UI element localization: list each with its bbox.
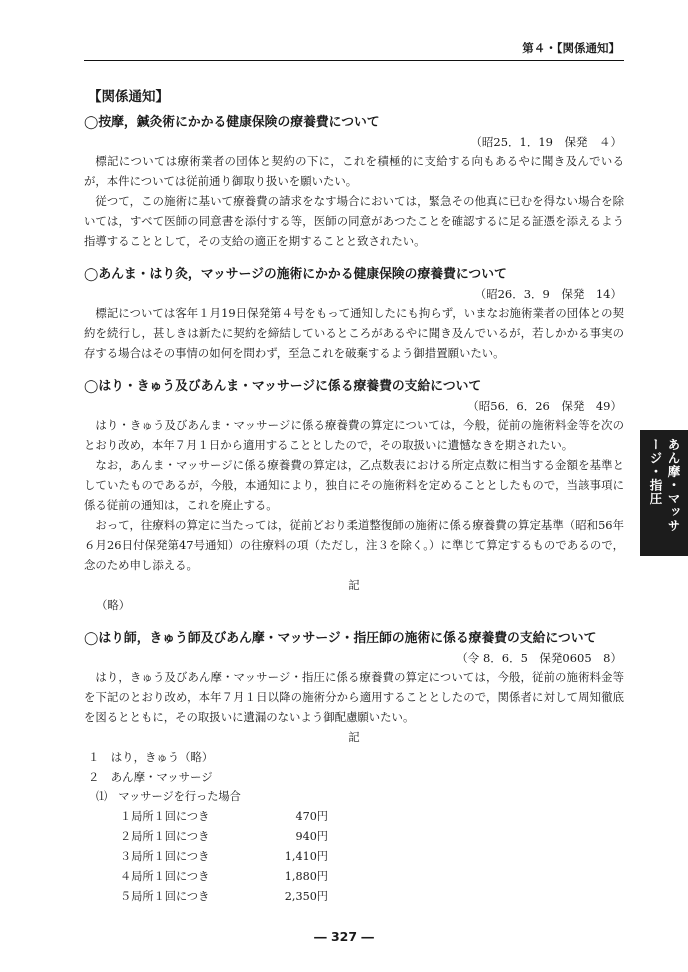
fee-row xyxy=(84,887,624,907)
fee-value: 1,880円 xyxy=(284,870,328,883)
notice-date: （昭56．6．26 保発 49） xyxy=(467,399,622,413)
notice-date: （令 8．6．5 保発0605 8） xyxy=(456,651,622,665)
notice-paragraph: 標記については客年１月19日保発第４号をもって通知したにも拘らず，いまなお施術業者の団体との契約を続行し，甚しきは新たに契約を締結しているところがあるやに聞き及んでいるが，若しかかる事実の存する場合はその事情の如何を問わず，至急これを破棄するよう御措置願いたい。 xyxy=(84,306,624,360)
fee-row xyxy=(84,807,624,827)
ki-marker: 記 xyxy=(348,578,360,592)
fee-label: ５局所１回につき xyxy=(120,890,210,903)
fee-value: 2,350円 xyxy=(284,890,328,903)
sub-item-massage: ⑴ マッサージを行った場合 xyxy=(96,790,241,803)
fee-row xyxy=(84,827,624,847)
side-tab-line-2: ージ・指圧 xyxy=(648,438,663,506)
fee-row xyxy=(84,847,624,867)
page-number: ― 327 ― xyxy=(314,929,374,944)
fee-label: ２局所１回につき xyxy=(120,830,210,843)
fee-value: 940円 xyxy=(295,830,328,843)
notice-paragraph: はり・きゅう及びあんま・マッサージに係る療養費の算定については，今般，従前の施術料金等を次のとおり改め，本年７月１日から適用することとしたので，その取扱いに遺憾なきを期されたい。 xyxy=(84,418,624,452)
document-body xyxy=(84,85,624,921)
fee-value: 470円 xyxy=(295,810,328,823)
notice-1 xyxy=(84,113,624,251)
fee-row xyxy=(84,867,624,887)
fee-label: １局所１回につき xyxy=(120,810,210,823)
notice-paragraph: おって，往療料の算定に当たっては，従前どおり柔道整復師の施術に係る療養費の算定基準（昭和56年６月26日付保発第47号通知）の往療料の項（ただし，注３を除く。）に準じて算定するものであるので，念のため申し添える。 xyxy=(84,518,624,572)
notice-paragraph: はり，きゅう及びあん摩・マッサージ・指圧に係る療養費の算定については，今般，従前の施術料金等を下記のとおり改め，本年７月１日以降の施術分から適用することとしたので，関係者に対して周知徹底を図るとともに，その取扱いに遺漏のないよう御配慮願いたい。 xyxy=(84,670,624,724)
section-label: 【関係通知】 xyxy=(88,89,169,105)
notice-2 xyxy=(84,265,624,363)
ki-marker: 記 xyxy=(348,730,360,744)
notice-3 xyxy=(84,377,624,615)
notice-title: ◯はり・きゅう及びあんま・マッサージに係る療養費の支給について xyxy=(84,379,482,394)
fee-label: ３局所１回につき xyxy=(120,850,210,863)
notice-paragraph: なお，あんま・マッサージに係る療養費の算定は，乙点数表における所定点数に相当する金額を基準としていたものであるが，今般，本通知により，独自にその施術料を定めることとしたもので，当該事項に係る従前の通知は，これを廃止する。 xyxy=(84,458,624,512)
notice-paragraph: 標記については療術業者の団体と契約の下に，これを積極的に支給する向もあるやに聞き及んでいるが，本件については従前通り御取り扱いを願いたい。 xyxy=(84,154,624,188)
side-index-tab xyxy=(640,430,688,556)
notice-date: （昭26．3．9 保発 14） xyxy=(474,287,622,301)
notice-4 xyxy=(84,629,624,907)
notice-title: ◯あんま・はり灸，マッサージの施術にかかる健康保険の療養費について xyxy=(84,267,507,282)
notice-paragraph: 従つて，この施術に基いて療養費の請求をなす場合においては，緊急その他真に已むを得ない場合を除いては，すべて医師の同意書を添付する等，医師の同意があつたことを確認するに足る証憑を添えるよう指導することとして，その支給の適正を期することと致されたい。 xyxy=(84,194,624,248)
list-item-hari-kyu: １ はり，きゅう（略） xyxy=(88,750,214,764)
list-item-anma-massage: ２ あん摩・マッサージ xyxy=(88,770,213,784)
notice-title: ◯はり師，きゅう師及びあん摩・マッサージ・指圧師の施術に係る療養費の支給について xyxy=(84,631,597,646)
page-header xyxy=(84,38,624,61)
fee-label: ４局所１回につき xyxy=(120,870,210,883)
notice-title: ◯按摩，鍼灸術にかかる健康保険の療養費について xyxy=(84,115,380,130)
side-tab-line-1: あん摩・マッサ xyxy=(666,438,681,533)
fee-value: 1,410円 xyxy=(284,850,328,863)
header-chapter-label: 第４・【関係通知】 xyxy=(522,41,620,55)
omitted-note: （略） xyxy=(96,598,131,612)
notice-date: （昭25．1．19 保発 ４） xyxy=(470,135,622,149)
